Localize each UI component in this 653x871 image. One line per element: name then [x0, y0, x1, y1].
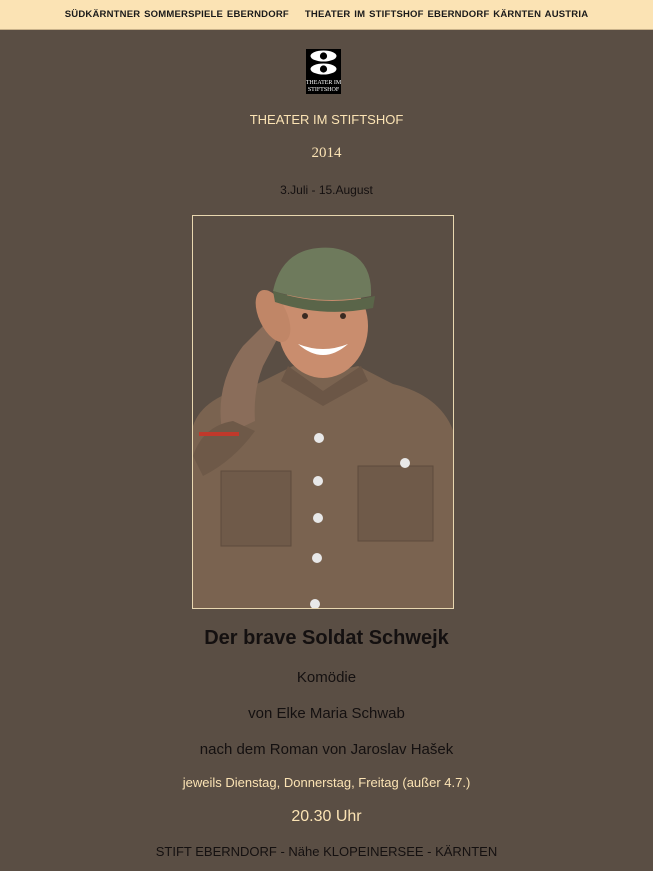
season-year: 2014: [311, 145, 342, 161]
eyes-logo-icon[interactable]: [306, 49, 341, 94]
season-dates: 3.Juli - 15.August: [280, 183, 373, 197]
play-genre: Komödie: [296, 669, 357, 686]
venue-location: STIFT EBERNDORF - Nähe KLOPEINERSEE - KÄRNTEN: [155, 844, 498, 859]
performance-days: jeweils Dienstag, Donnerstag, Freitag (außer 4.7.): [182, 775, 471, 790]
logo-line1: THEATER IM: [306, 80, 341, 86]
play-source-novel: nach dem Roman von Jaroslav Hašek: [199, 741, 454, 758]
top-banner: [0, 0, 653, 30]
performance-time: 20.30 Uhr: [291, 808, 362, 825]
theater-name: THEATER IM STIFTSHOF: [249, 112, 404, 127]
play-author: von Elke Maria Schwab: [248, 705, 405, 722]
banner-right-text: THEATER IM STIFTSHOF EBERNDORF KÄRNTEN AUSTRIA: [304, 9, 589, 20]
banner-left-text: SÜDKÄRNTNER SOMMERSPIELE EBERNDORF: [64, 9, 289, 20]
actor-photo: [192, 215, 454, 609]
play-title: Der brave Soldat Schwejk: [204, 627, 449, 649]
logo-line2: STIFTSHOF: [307, 87, 340, 93]
